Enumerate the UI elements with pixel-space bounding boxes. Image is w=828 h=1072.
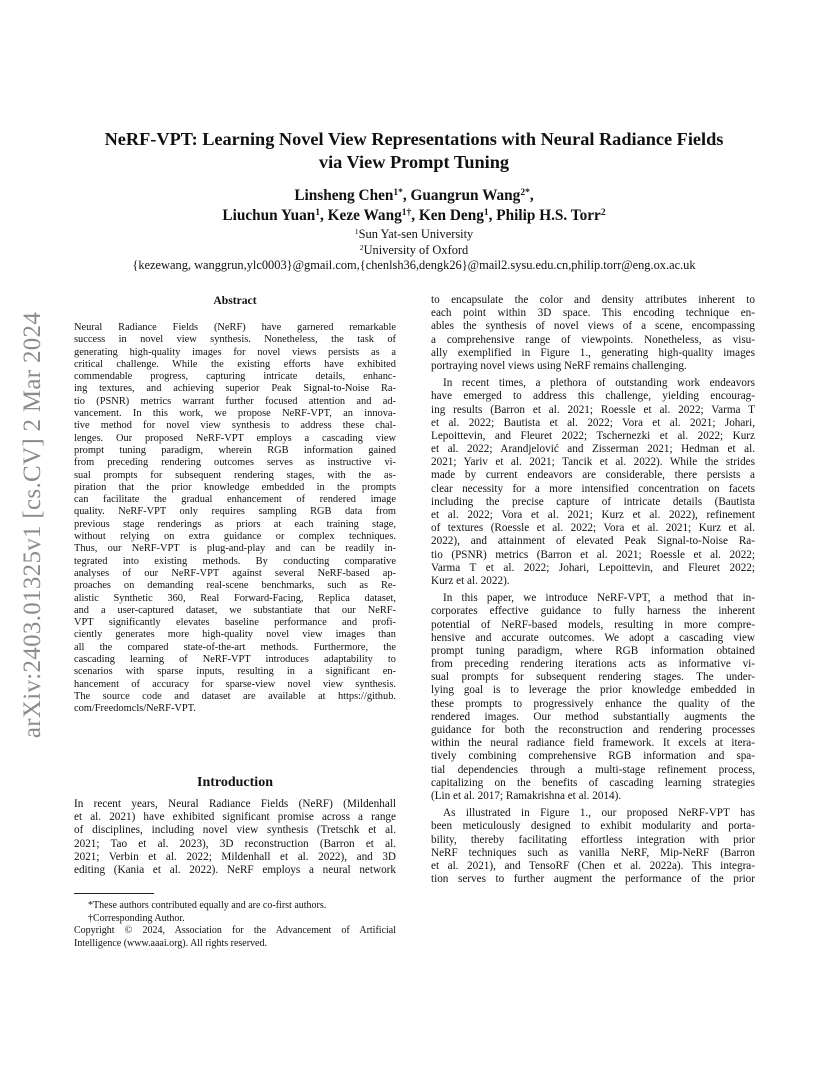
author-name: Liuchun Yuan	[222, 207, 316, 224]
text-line: made by current endeavors are considerable, there persists a	[431, 469, 755, 482]
text-line: capitalizing on the benefits of cascading learning strategies	[431, 776, 755, 789]
text-line: NeRF techniques such as vanilla NeRF, Mip-NeRF (Barron	[431, 846, 755, 859]
text-line: In this paper, we introduce NeRF-VPT, a method that in-	[443, 592, 755, 605]
author-mark: 1*	[393, 187, 403, 198]
text-line: tial dependencies through a multi-stage refinement process,	[431, 763, 755, 776]
text-line: all the compared state-of-the-art methods. Furthermore, the	[74, 641, 396, 653]
text-line: tive method for novel view synthesis to address these chal-	[74, 420, 396, 432]
email-addresses: {kezewang, wanggrun,ylc0003}@gmail.com,{chenlsh36,dengk26}@mail2.sysu.edu.cn,philip.torr@eng.ox.ac.uk	[132, 258, 696, 273]
text-line: cascading learning of NeRF-VPT introduces adaptability to	[74, 654, 396, 666]
text-line: 2022), and attainment of elevated Peak Signal-to-Noise Ra-	[431, 535, 755, 548]
text-line: potential of NeRF-based models, resulting in more compre-	[431, 618, 755, 631]
footnotes	[74, 900, 396, 950]
text-line: In recent times, a plethora of outstanding work endeavors	[443, 377, 755, 390]
text-line: guidance for both the reconstruction and rendering processes	[431, 724, 755, 736]
text-line: corporates effective guidance to fully harness the inherent	[431, 605, 755, 618]
author-mark: 2	[600, 207, 606, 218]
affiliations	[70, 227, 758, 274]
text-line: As illustrated in Figure 1., our proposed NeRF-VPT has	[443, 807, 755, 820]
abstract-heading: Abstract	[213, 294, 257, 307]
text-line: piration that the prior knowledge embedded in the prompts	[74, 481, 396, 493]
text-line: The source code and dataset are available at https://github.	[74, 690, 396, 702]
introduction-body	[74, 798, 396, 877]
text-line: hancement of accuracy for sparse-view novel view synthesis.	[74, 678, 396, 690]
text-line: tegrated into existing methods. By conducting comparative	[74, 555, 396, 567]
author-line: Linsheng Chen$^{1*}$, Guangrun Wang$^{2*}$,	[294, 187, 534, 204]
paper-title	[70, 128, 758, 174]
text-line: Thus, our NeRF-VPT is plug-and-play and can be readily in-	[74, 543, 396, 555]
text-line: ally exemplified in Figure 1., generating high-quality images	[431, 346, 755, 359]
text-line: com/Freedomcls/NeRF-VPT.	[74, 703, 196, 715]
text-line: sual prompts for subsequent rendering stages. The under-	[431, 671, 755, 684]
text-line: from preceding rendering outcomes serves as instructive vi-	[74, 457, 396, 469]
paragraph	[431, 592, 755, 803]
text-line: et al. 2022; Bautista et al. 2022; Vora et al. 2021; Johari,	[431, 416, 755, 429]
text-line: these prompts to progressively enhance the quality of the	[431, 697, 755, 710]
text-line: each point within 3D space. This encoding technique en-	[431, 307, 755, 320]
author-list	[70, 186, 758, 226]
paragraph	[431, 377, 755, 588]
title-line: via View Prompt Tuning	[318, 152, 510, 172]
text-line: prompt tuning paradigm, wherein RGB information gained	[74, 444, 396, 456]
text-line: to encapsulate the color and density attributes inherent to	[431, 294, 755, 306]
text-line: quality. NeRF-VPT only requires sampling RGB data from	[74, 506, 396, 518]
text-line: tion serves to further augment the performance of the prior	[431, 873, 755, 886]
text-line: 2021; Verbin et al. 2022; Mildenhall et al. 2022), and 3D	[74, 850, 396, 863]
text-line: alistic Synthetic 360, Real Forward-Facing, Replica dataset,	[74, 592, 396, 604]
text-line: Varma T et al. 2022; Johari, Lepoittevin, and Fleuret 2022;	[431, 561, 755, 574]
text-line: Neural Radiance Fields (NeRF) have garnered remarkable	[74, 322, 396, 333]
text-line: analyses of our NeRF-VPT against several NeRF-based ap-	[74, 567, 396, 579]
text-line: have emerged to address this challenge, yielding encourag-	[431, 390, 755, 403]
text-line: tively combining comprehensive RGB information and spa-	[431, 750, 755, 763]
arxiv-identifier: arXiv:2403.01325v1 [cs.CV] 2 Mar 2024	[19, 311, 47, 739]
text-line: can facilitate the gradual enhancement of rendered image	[74, 494, 396, 506]
text-line: ables the synthesis of novel views of a scene, encompassing	[431, 320, 755, 333]
text-line: prompt tuning paradigm, where RGB information obtained	[431, 644, 755, 657]
copyright-notice	[74, 925, 396, 950]
text-line: Intelligence (www.aaai.org). All rights reserved.	[74, 937, 267, 949]
author-name: Linsheng Chen	[294, 187, 394, 204]
text-line: Lepoittevin, and Fleuret 2022; Tschernezki et al. 2022; Kurz	[431, 429, 755, 442]
text-line: VPT significantly elevates baseline performance and profi-	[74, 617, 396, 629]
affiliation: $^2$University of Oxford	[359, 242, 469, 257]
text-line: been meticulously designed to exhibit modularity and porta-	[431, 820, 755, 833]
text-line: bility, thereby facilitating effortless integration with prior	[431, 833, 755, 846]
text-line: ing results (Barron et al. 2021; Roessle et al. 2022; Varma T	[431, 403, 755, 416]
text-line: rendered images. Our method substantially augments the	[431, 710, 755, 723]
text-line: Copyright © 2024, Association for the Advancement of Artificial	[74, 925, 396, 937]
text-line: tio (PSNR) metrics (Barron et al. 2021; Roessle et al. 2022;	[431, 548, 755, 561]
footnote-rule	[74, 893, 154, 894]
text-line: previous stage renderings as priors at each training stage,	[74, 518, 396, 530]
text-line: (Lin et al. 2017; Ramakrishna et al. 2014).	[431, 789, 622, 802]
text-line: et al. 2021), and TensoRF (Chen et al. 2022a). This integra-	[431, 859, 755, 872]
text-line: In recent years, Neural Radiance Fields (NeRF) (Mildenhall	[74, 798, 396, 810]
paragraph	[431, 807, 755, 886]
right-column-body	[431, 294, 755, 886]
text-line: ciently generates more high-quality novel view images than	[74, 629, 396, 641]
text-line: commendable progress, capturing intricate details, enhanc-	[74, 371, 396, 383]
text-line: sual prompts for subsequent rendering stages, with the as-	[74, 469, 396, 481]
affiliation: $^1$Sun Yat-sen University	[354, 226, 474, 241]
text-line: et al. 2022; Vora et al. 2021; Kurz et al. 2022), refinement	[431, 509, 755, 521]
text-line: lying goal is to leverage the prior knowledge embedded in	[431, 684, 755, 697]
text-line: 2021; Yariv et al. 2021; Tancik et al. 2022). While the strides	[431, 456, 755, 469]
author-name: Keze Wang	[327, 207, 402, 224]
text-line: critical challenge. While the existing efforts have exhibited	[74, 358, 396, 370]
text-line: tio (PSNR) metrics warrant further focused attention and ad-	[74, 395, 396, 407]
text-line: and a user-captured dataset, we substantiate that our NeRF-	[74, 604, 396, 616]
footnote: *These authors contributed equally and are co-first authors.	[88, 900, 327, 911]
author-mark: 2*	[520, 187, 530, 198]
text-line: generating high-quality images for novel views persists as a	[74, 346, 396, 358]
text-line: et al. 2022; Arandjelović and Zisserman 2021; Hedman et al.	[431, 443, 755, 456]
text-line: without relying on extra guidance or complex techniques.	[74, 531, 396, 543]
text-line: ing textures, and achieving superior Peak Signal-to-Noise Ra-	[74, 383, 396, 395]
author-mark: 1†	[401, 207, 412, 218]
author-mark: 1	[483, 207, 489, 218]
text-line: within the neural radiance field framework. It excels at itera-	[431, 737, 755, 750]
text-line: lenges. Our proposed NeRF-VPT employs a cascading view	[74, 432, 396, 444]
author-name: Guangrun Wang	[410, 187, 521, 204]
text-line: a comprehensive range of viewpoints. Nonetheless, as visu-	[431, 333, 755, 346]
text-line: editing (Kania et al. 2022). NeRF employs a neural network	[74, 863, 396, 876]
text-line: hensive and accurate outcomes. We adopt a cascading view	[431, 631, 755, 644]
paragraph	[431, 294, 755, 373]
text-line: from preceding rendering iterations acts as informative vi-	[431, 658, 755, 671]
abstract-body	[74, 322, 396, 716]
introduction-heading: Introduction	[197, 775, 273, 790]
text-line: portraying novel views using NeRF remains challenging.	[431, 359, 687, 372]
text-line: scenarios with sparse inputs, resulting in a significant en-	[74, 666, 396, 678]
text-line: et al. 2021) have exhibited significant promise across a range	[74, 811, 396, 824]
author-mark: 1	[315, 207, 320, 218]
author-name: Ken Deng	[418, 207, 484, 224]
text-line: clear necessity for a more intensified concentration on facets	[431, 482, 755, 495]
text-line: Kurz et al. 2022).	[431, 574, 510, 587]
text-line: 2021; Tao et al. 2023), 3D reconstruction (Barron et al.	[74, 837, 396, 850]
author-line: Liuchun Yuan$^1$, Keze Wang$^{1\dagger}$, Ken Deng$^1$, Philip H.S. Torr$^2$	[222, 207, 606, 224]
author-name: Philip H.S. Torr	[496, 207, 601, 224]
text-line: of textures (Roessle et al. 2022; Vora et al. 2021; Kurz et al.	[431, 522, 755, 535]
text-line: of disciplines, including novel view synthesis (Tretschk et al.	[74, 824, 396, 837]
footnote: †Corresponding Author.	[88, 912, 185, 924]
title-line: NeRF-VPT: Learning Novel View Representations with Neural Radiance Fields	[104, 129, 724, 149]
text-line: including the precise capture of intricate details (Bautista	[431, 495, 755, 508]
text-line: vancement. In this work, we propose NeRF-VPT, an innova-	[74, 408, 396, 420]
text-line: success in novel view synthesis. Nonetheless, the task of	[74, 334, 396, 346]
text-line: proaches on demanding real-scene benchmarks, such as Re-	[74, 580, 396, 592]
